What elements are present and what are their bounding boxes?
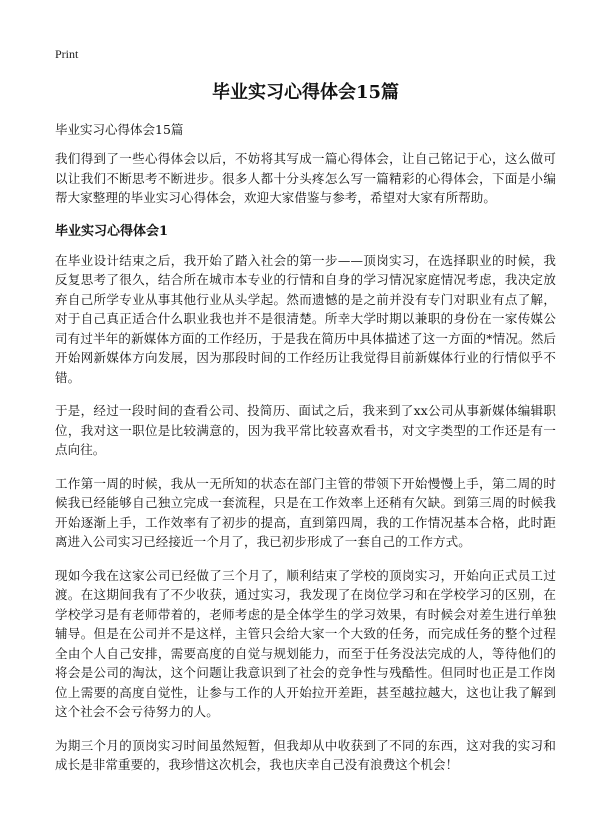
body-paragraph-1: 在毕业设计结束之后，我开始了踏入社会的第一步——顶岗实习，在选择职业的时候，我反复思考了很久，结合所在城市本专业的行情和自身的学习情况家庭情况考虑，我决定放弃自己所学专业从事其他行业从头学起。然而遗憾的是之前并没有专门对职业有点了解，对于自己真正适合什么职业我也并不是很清楚。所幸大学时期以兼职的身份在一家传媒公司有过半年的新媒体方面的工作经历，于是我在简历中具体描述了这一方面的*情况。然后开始网新媒体方向发展，因为那段时间的工作经历让我觉得目前新媒体行业的行情似乎不错。 <box>55 252 556 385</box>
section-heading: 毕业实习心得体会1 <box>55 223 169 239</box>
body-paragraph-2: 于是，经过一段时间的查看公司、投简历、面试之后，我来到了xx公司从事新媒体编辑职位，我对这一职位是比较满意的，因为我平常比较喜欢看书，对文字类型的工作还是有一点向往。 <box>55 403 556 457</box>
document-subtitle: 毕业实习心得体会15篇 <box>55 122 184 137</box>
body-paragraph-5: 为期三个月的顶岗实习时间虽然短暂，但我却从中收获到了不同的东西，这对我的实习和成长是非常重要的，我珍惜这次机会，我也庆幸自己没有浪费这个机会！ <box>55 737 556 772</box>
document-title: 毕业实习心得体会15篇 <box>211 82 400 103</box>
body-paragraph-4: 现如今我在这家公司已经做了三个月了，顺利结束了学校的顶岗实习，开始向正式员工过渡。在这期间我有了不少收获，通过实习，我发现了在岗位学习和在学校学习的区别，在学校学习是有老师带着的，老师考虑的是全体学生的学习效果，有时候会对差生进行单独辅导。但是在公司并不是这样，主管只会给大家一个大致的任务，而完成任务的整个过程全由个人自己安排，需要高度的自觉与规划能力，而至于任务没法完成的人，等待他们的将会是公司的淘汰，这个问题让我意识到了社会的竞争性与残酷性。但同时也正是工作岗位上需要的高度自觉性，让参与工作的人开始拉开差距，甚至越拉越大，这也让我了解到这个社会不会亏待努力的人。 <box>55 567 556 719</box>
intro-paragraph: 我们得到了一些心得体会以后，不妨将其写成一篇心得体会，让自己铭记于心，这么做可以让我们不断思考不断进步。很多人都十分头疼怎么写一篇精彩的心得体会，下面是小编帮大家整理的毕业实习心得体会，欢迎大家借鉴与参考，希望对大家有所帮助。 <box>55 151 556 205</box>
print-link[interactable]: Print <box>55 47 79 61</box>
body-paragraph-3: 工作第一周的时候，我从一无所知的状态在部门主管的带领下开始慢慢上手，第二周的时候我已经能够自己独立完成一套流程，只是在工作效率上还稍有欠缺。到第三周的时候我开始逐渐上手，工作效率有了初步的提高，直到第四周，我的工作情况基本合格，此时距离进入公司实习已经接近一个月了，我已初步形成了一套自己的工作方式。 <box>55 475 556 549</box>
